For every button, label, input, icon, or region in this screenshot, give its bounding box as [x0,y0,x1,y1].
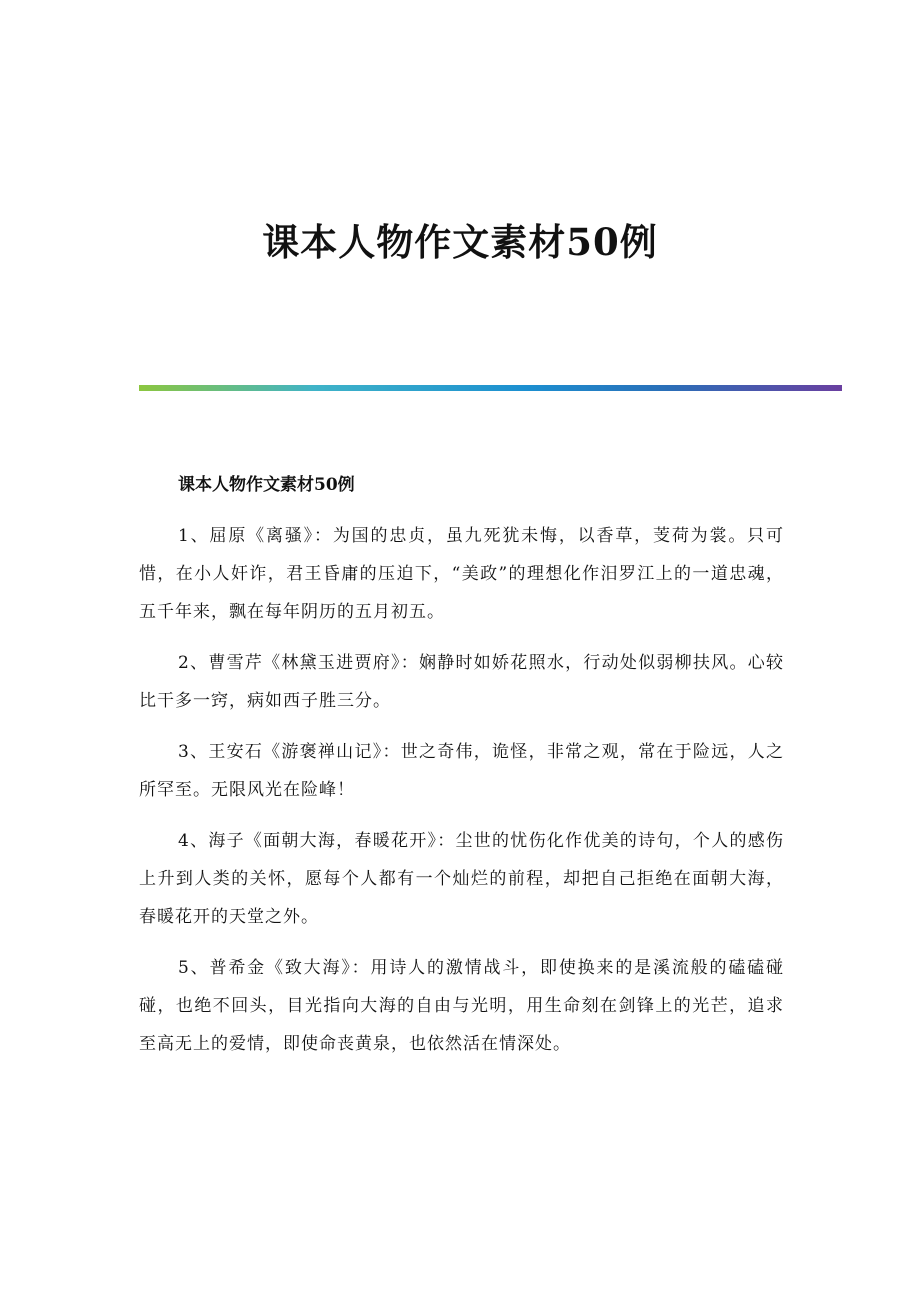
paragraph-1: 1、屈原《离骚》：为国的忠贞，虽九死犹未悔，以香草，芰荷为裳。只可惜，在小人奸诈，君王昏庸的压迫下，“美政”的理想化作汨罗江上的一道忠魂，五千年来，飘在每年阴历的五月初五。 [139,526,784,622]
document-body [139,466,784,1076]
section-subtitle: 课本人物作文素材50例 [178,475,355,495]
paragraph-4: 4、海子《面朝大海，春暖花开》：尘世的忧伤化作优美的诗句，个人的感伤上升到人类的关怀，愿每个人都有一个灿烂的前程，却把自己拒绝在面朝大海，春暖花开的天堂之外。 [139,831,784,927]
gradient-divider [139,385,842,391]
page-title: 课本人物作文素材50例 [262,220,658,264]
paragraph-3: 3、王安石《游褒禅山记》：世之奇伟，诡怪，非常之观，常在于险远，人之所罕至。无限风光在险峰！ [139,742,784,800]
paragraph-5: 5、普希金《致大海》：用诗人的激情战斗，即使换来的是溪流般的磕磕碰碰，也绝不回头，目光指向大海的自由与光明，用生命刻在剑锋上的光芒，追求至高无上的爱情，即使命丧黄泉，也依然活在情深处。 [139,958,784,1054]
paragraph-2: 2、曹雪芹《林黛玉进贾府》：娴静时如娇花照水，行动处似弱柳扶风。心较比干多一窍，病如西子胜三分。 [139,653,784,711]
